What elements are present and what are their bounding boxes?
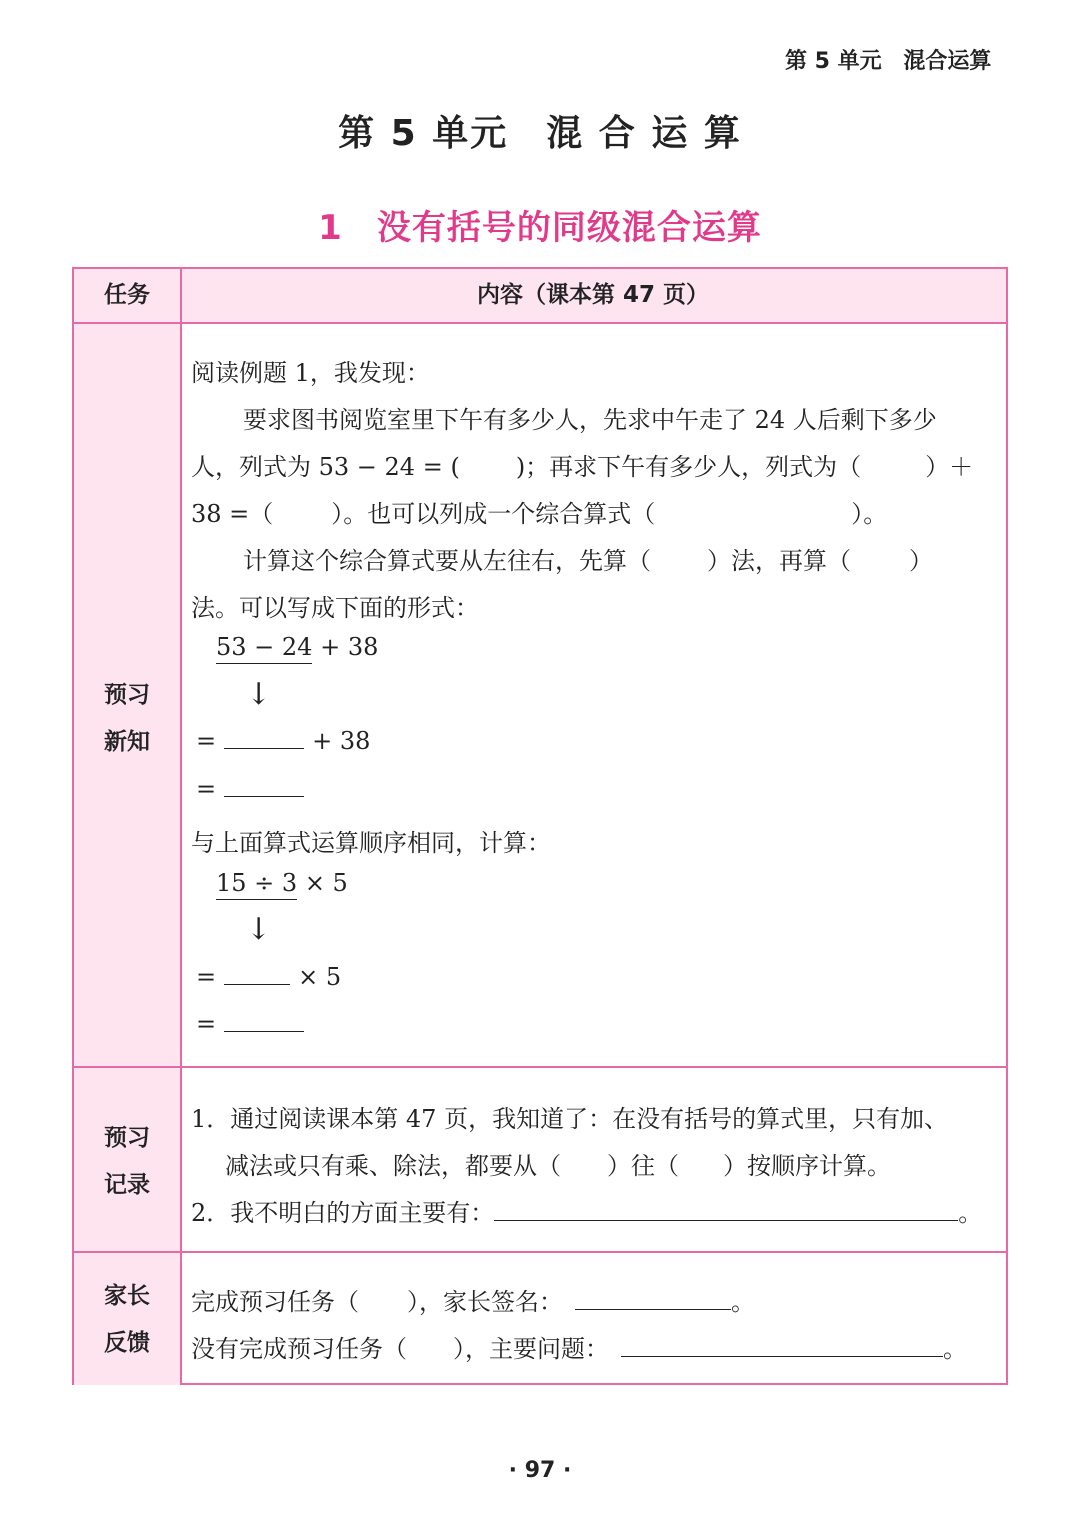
record-item-1-line2 bbox=[225, 1146, 891, 1181]
page-number: · 97 · bbox=[508, 1458, 572, 1483]
lesson-number: 1 bbox=[318, 208, 343, 248]
period: 。 bbox=[958, 1199, 983, 1227]
period: 。 bbox=[943, 1335, 967, 1363]
header-unit: 第 5 单元 bbox=[785, 49, 882, 74]
header-content: 内容（课本第 47 页） bbox=[476, 282, 710, 308]
header-topic: 混合运算 bbox=[903, 49, 992, 74]
expression-1 bbox=[216, 633, 378, 661]
row-label-preview-2: 新知 bbox=[104, 729, 150, 755]
row-label-parent-2: 反馈 bbox=[104, 1330, 150, 1356]
expression-1-rest: + 38 bbox=[312, 633, 379, 661]
expression-2-step-rest: × 5 bbox=[298, 963, 342, 991]
answer-blank[interactable] bbox=[224, 776, 304, 797]
unit-title: 第 5 单元 混 合 运 算 bbox=[338, 113, 742, 154]
expression-2-first-step: 15 ÷ 3 bbox=[216, 869, 297, 900]
text-segment: 人，列式为 53 − 24 = ( bbox=[191, 453, 460, 481]
text-segment: ），家长签名： bbox=[407, 1288, 563, 1316]
preview-task-table bbox=[72, 267, 1008, 1385]
row-divider bbox=[74, 1251, 1006, 1253]
task-column-band bbox=[74, 322, 180, 1385]
text-segment: 没有完成预习任务（ bbox=[191, 1335, 407, 1363]
parent-line-2 bbox=[191, 1329, 967, 1364]
preview-para2-line2: 法。可以写成下面的形式： bbox=[191, 594, 479, 622]
text-segment: 完成预习任务（ bbox=[191, 1288, 359, 1316]
problem-answer-line[interactable] bbox=[621, 1336, 943, 1357]
answer-blank[interactable] bbox=[224, 728, 304, 749]
preview-para1-line3 bbox=[191, 494, 887, 529]
row-label-record-1: 预习 bbox=[104, 1125, 150, 1151]
answer-line[interactable] bbox=[494, 1200, 958, 1221]
running-header bbox=[785, 44, 991, 75]
parent-line-1 bbox=[191, 1282, 755, 1317]
text-segment: 减法或只有乘、除法，都要从（ bbox=[225, 1152, 561, 1180]
text-segment: ） bbox=[909, 547, 933, 575]
preview-para2-line1 bbox=[243, 541, 933, 576]
preview-para1-line1: 要求图书阅览室里下午有多少人，先求中午走了 24 人后剩下多少 bbox=[243, 406, 937, 434]
column-divider bbox=[180, 269, 182, 1383]
same-order-prompt: 与上面算式运算顺序相同，计算： bbox=[191, 829, 551, 857]
text-segment: ），主要问题： bbox=[453, 1335, 609, 1363]
period: 。 bbox=[731, 1288, 755, 1316]
down-arrow-icon: ↓ bbox=[246, 912, 272, 947]
text-segment: ）法，再算（ bbox=[707, 547, 851, 575]
answer-blank[interactable] bbox=[224, 964, 290, 985]
expression-2 bbox=[216, 869, 348, 897]
equals-sign: = bbox=[196, 1010, 217, 1038]
preview-intro: 阅读例题 1，我发现： bbox=[191, 359, 430, 387]
down-arrow-icon: ↓ bbox=[246, 677, 272, 712]
parent-signature-line[interactable] bbox=[575, 1289, 731, 1310]
row-label-parent-1: 家长 bbox=[104, 1283, 150, 1309]
text-segment: ）。 bbox=[851, 500, 888, 528]
text-segment: 2．我不明白的方面主要有： bbox=[191, 1199, 495, 1227]
text-segment: ）往（ bbox=[607, 1152, 679, 1180]
expression-1-first-step: 53 − 24 bbox=[216, 633, 312, 664]
text-segment: )；再求下午有多少人，列式为（ bbox=[515, 453, 862, 481]
header-task: 任务 bbox=[104, 282, 150, 308]
expression-2-rest: × 5 bbox=[297, 869, 348, 897]
preview-para1-line2 bbox=[191, 447, 973, 482]
answer-blank[interactable] bbox=[224, 1011, 304, 1032]
text-segment: 计算这个综合算式要从左往右，先算（ bbox=[243, 547, 651, 575]
equals-sign: = bbox=[196, 727, 217, 755]
text-segment: ）按顺序计算。 bbox=[723, 1152, 891, 1180]
expression-1-step bbox=[196, 727, 370, 755]
text-segment: ）。也可以列成一个综合算式（ bbox=[331, 500, 656, 528]
expression-2-result bbox=[196, 1010, 304, 1038]
equals-sign: = bbox=[196, 775, 217, 803]
text-segment: ）＋ bbox=[925, 453, 974, 481]
row-label-preview-1: 预习 bbox=[104, 682, 150, 708]
expression-1-step-rest: + 38 bbox=[312, 727, 371, 755]
lesson-title bbox=[0, 200, 1080, 249]
equals-sign: = bbox=[196, 963, 217, 991]
record-item-1-line1: 1．通过阅读课本第 47 页，我知道了：在没有括号的算式里，只有加、 bbox=[191, 1105, 949, 1133]
record-item-2 bbox=[191, 1193, 982, 1228]
lesson-title-text: 没有括号的同级混合运算 bbox=[376, 208, 762, 248]
expression-1-result bbox=[196, 775, 304, 803]
text-segment: 38 =（ bbox=[191, 500, 274, 528]
expression-2-step bbox=[196, 963, 341, 991]
row-label-record-2: 记录 bbox=[104, 1172, 150, 1198]
row-divider bbox=[74, 322, 1006, 324]
row-divider bbox=[74, 1066, 1006, 1068]
